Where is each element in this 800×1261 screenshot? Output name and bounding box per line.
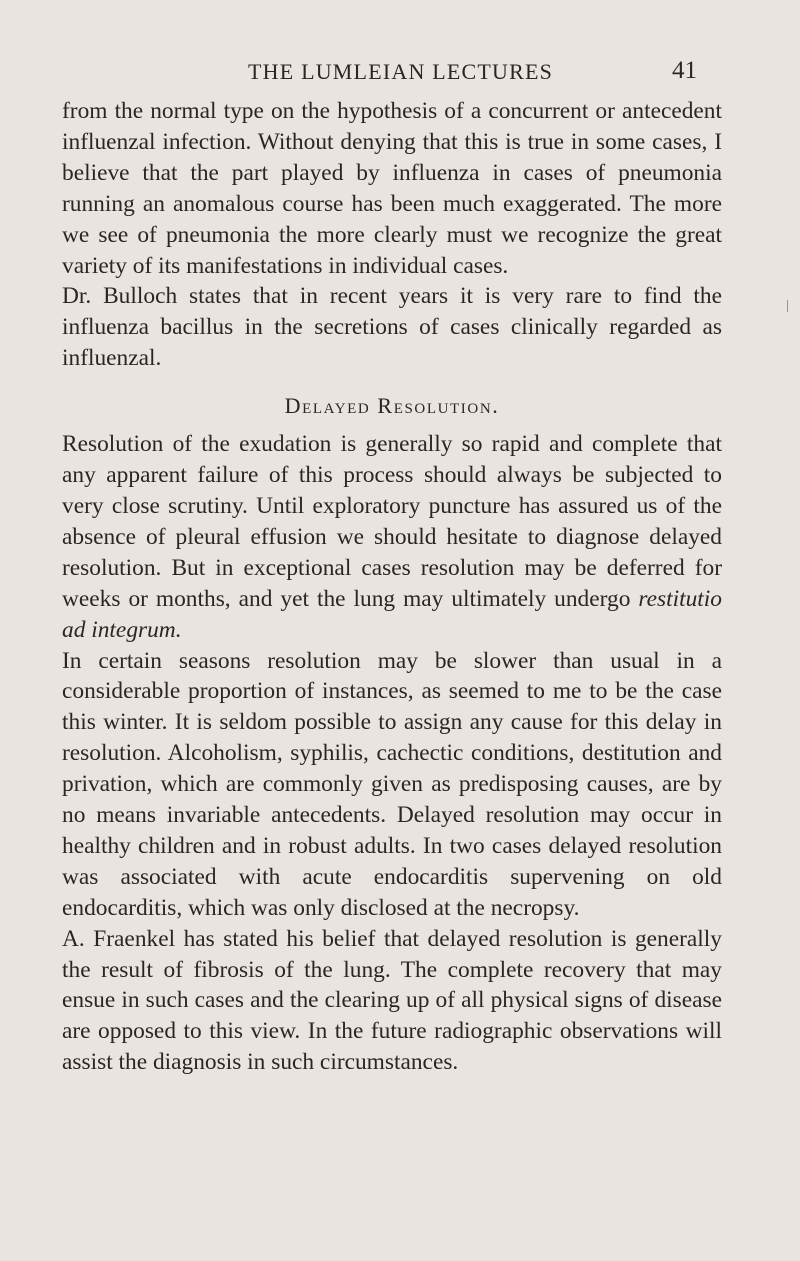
paragraph-4: In certain seasons resolution may be slower than usual in a considerable proportion of instances, as seemed to me to be the case this winter. It is seldom possible to assign any cause for this delay in resolution. Alcoholism, syphilis, cachectic conditions, destitution and privation, which are commonly given as predisposing causes, are by no means invariable antecedents. Delayed resolution may occur in healthy children and in robust adults. In two cases delayed resolution was associated with acute endocarditis supervening on old endocarditis, which was only disclosed at the necropsy.	[62, 647, 722, 921]
paragraph-3	[62, 429, 722, 645]
paragraph-2: Dr. Bulloch states that in recent years it is very rare to find the influenza bacillus in the secretions of cases clinically regarded as influenzal.	[62, 283, 722, 372]
paragraph-5: A. Fraenkel has stated his belief that delayed resolution is generally the result of fibrosis of the lung. The complete recovery that may ensue in such cases and the clearing up of all physical signs of disease are opposed to this view. In the future radiographic observations will assist the diagnosis in such circumstances.	[62, 925, 722, 1076]
latin-phrase: restitutio ad integrum.	[62, 585, 722, 643]
body-text	[62, 96, 722, 1078]
paragraph-1: from the normal type on the hypothesis of a concurrent or antecedent influenzal infection. Without denying that this is true in some cases, I believe that the part played by influenza in cases of pneumonia running an anomalous course has been much exaggerated. The more we see of pneumonia the more clearly must we recognize the great variety of its manifestations in individual cases.	[62, 98, 722, 279]
page-header	[0, 54, 800, 94]
page-number: 41	[672, 57, 697, 84]
paragraph-3-text: Resolution of the exudation is generally so rapid and complete that any apparent failure of this process should always be subjected to very close scrutiny. Until exploratory puncture has assured us of the absence of pleural effusion we should hesitate to diagnose delayed resolution. But in exceptional cases resolution may be deferred for weeks or months, and yet the lung may ultimately undergo	[62, 431, 722, 612]
running-head: THE LUMLEIAN LECTURES	[248, 59, 554, 84]
section-heading: Delayed Resolution.	[284, 393, 500, 419]
margin-mark	[787, 300, 788, 312]
